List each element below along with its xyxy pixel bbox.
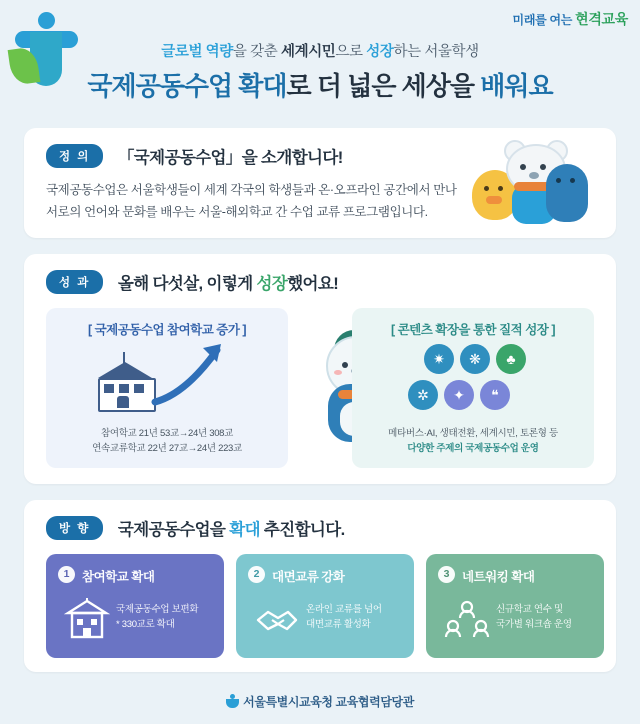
- footer-text: 서울특별시교육청 교육협력담당관: [243, 695, 414, 709]
- header: [0, 0, 640, 120]
- title-part-3: 배워요: [480, 71, 553, 101]
- direction-item-2-desc-line1: 온라인 교류를 넘어: [306, 604, 382, 615]
- direction-item-3-number: 3: [438, 566, 455, 583]
- result-panels: [46, 308, 594, 468]
- direction-items: [46, 554, 594, 658]
- definition-body-line1: 국제공동수업은 서울학생들이 세계 각국의 학생들과 온·오프라인 공간에서 만나: [46, 183, 457, 197]
- result-title-suffix: 했어요!: [287, 275, 339, 293]
- direction-item-2-number: 2: [248, 566, 265, 583]
- page-title: [0, 66, 640, 103]
- gear-icon: ✷: [424, 344, 454, 374]
- result-panel-contents: [352, 308, 594, 468]
- content-icon-grid: [408, 344, 538, 414]
- direction-title-highlight: 확대: [229, 521, 260, 539]
- schools-foot-line2: 연속교류학교 22년 27교→24년 223교: [92, 442, 242, 454]
- subtitle-part-1: 글로벌 역량: [161, 44, 233, 60]
- result-title-prefix: 올해 다섯살, 이렇게: [117, 275, 257, 293]
- direction-item-2-desc: [306, 602, 404, 632]
- atom-icon: ❋: [460, 344, 490, 374]
- direction-item-1-desc: [116, 602, 214, 632]
- direction-card: [24, 500, 616, 672]
- slogan-prefix: 미래를 여는: [512, 13, 573, 27]
- direction-item-2: [236, 554, 414, 658]
- direction-item-3-title: 네트워킹 확대: [462, 570, 535, 584]
- subtitle-part-5: 성장: [366, 44, 394, 60]
- direction-item-1-desc-line2: * 330교로 확대: [116, 619, 175, 631]
- school-building-icon: [90, 352, 160, 408]
- direction-item-3: [426, 554, 604, 658]
- slogan: [513, 9, 628, 29]
- growth-arrow-icon: [151, 338, 231, 408]
- result-title: [118, 270, 338, 294]
- title-part-2: 로 더 넓은 세상을: [286, 71, 481, 101]
- definition-tag: 정 의: [46, 144, 103, 168]
- footer: [0, 693, 640, 710]
- direction-item-3-desc: [496, 602, 594, 632]
- header-subtitle: [0, 40, 640, 61]
- slogan-highlight: 현격교육: [575, 11, 628, 27]
- handshake-icon: [254, 598, 300, 642]
- contents-foot-line1: 메타버스·AI, 생태전환, 세계시민, 토론형 등: [388, 427, 558, 439]
- contents-foot-line2: 다양한 주제의 국제공동수업 운영: [407, 442, 539, 454]
- direction-item-1: [46, 554, 224, 658]
- school-building-icon: [64, 598, 110, 642]
- subtitle-part-6: 하는 서울학생: [393, 44, 479, 60]
- chat-icon: ❝: [480, 380, 510, 410]
- schools-foot-line1: 참여학교 21년 53교→24년 308교: [100, 427, 234, 439]
- direction-item-1-number: 1: [58, 566, 75, 583]
- definition-title: 「국제공동수업」을 소개합니다!: [117, 149, 343, 167]
- direction-title: [118, 516, 345, 540]
- subtitle-part-3: 세계시민: [280, 44, 336, 60]
- mascot-group-icon: [472, 142, 592, 228]
- people-network-icon: [444, 598, 490, 642]
- tree-icon: ♣: [496, 344, 526, 374]
- result-tag: 성 과: [46, 270, 103, 294]
- direction-title-prefix: 국제공동수업을: [117, 521, 230, 539]
- direction-item-2-desc-line2: 대면교류 활성화: [306, 619, 371, 631]
- definition-body-line2: 서로의 언어와 문화를 배우는 서울-해외학교 간 수업 교류 프로그램입니다.: [46, 204, 428, 219]
- subtitle-part-2: 을 갖춘: [232, 44, 281, 60]
- direction-item-3-desc-line2: 국가별 워크숍 운영: [496, 619, 572, 631]
- result-panel-schools-footnote: [46, 426, 288, 456]
- direction-tag: 방 향: [46, 516, 103, 540]
- direction-item-3-desc-line1: 신규학교 연수 및: [496, 604, 563, 615]
- subtitle-part-4: 으로: [335, 44, 367, 60]
- result-panel-contents-heading: [ 콘텐츠 확장을 통한 질적 성장 ]: [390, 323, 556, 337]
- network-icon: ✦: [444, 380, 474, 410]
- result-panel-contents-footnote: [352, 426, 594, 456]
- direction-item-2-title: 대면교류 강화: [272, 570, 345, 584]
- direction-item-1-title: 참여학교 확대: [82, 570, 155, 584]
- result-card: [24, 254, 616, 484]
- result-panel-schools: [46, 308, 288, 468]
- definition-card: [24, 128, 616, 238]
- title-part-1: 국제공동수업 확대: [87, 71, 287, 101]
- result-panel-schools-heading: [ 국제공동수업 참여학교 증가 ]: [87, 323, 247, 337]
- direction-item-1-desc-line1: 국제공동수업 보편화: [116, 604, 199, 615]
- seoul-education-mark-icon: [226, 694, 238, 708]
- globe-icon: ✲: [408, 380, 438, 410]
- result-title-highlight: 성장: [256, 275, 288, 293]
- direction-title-suffix: 추진합니다.: [259, 521, 345, 539]
